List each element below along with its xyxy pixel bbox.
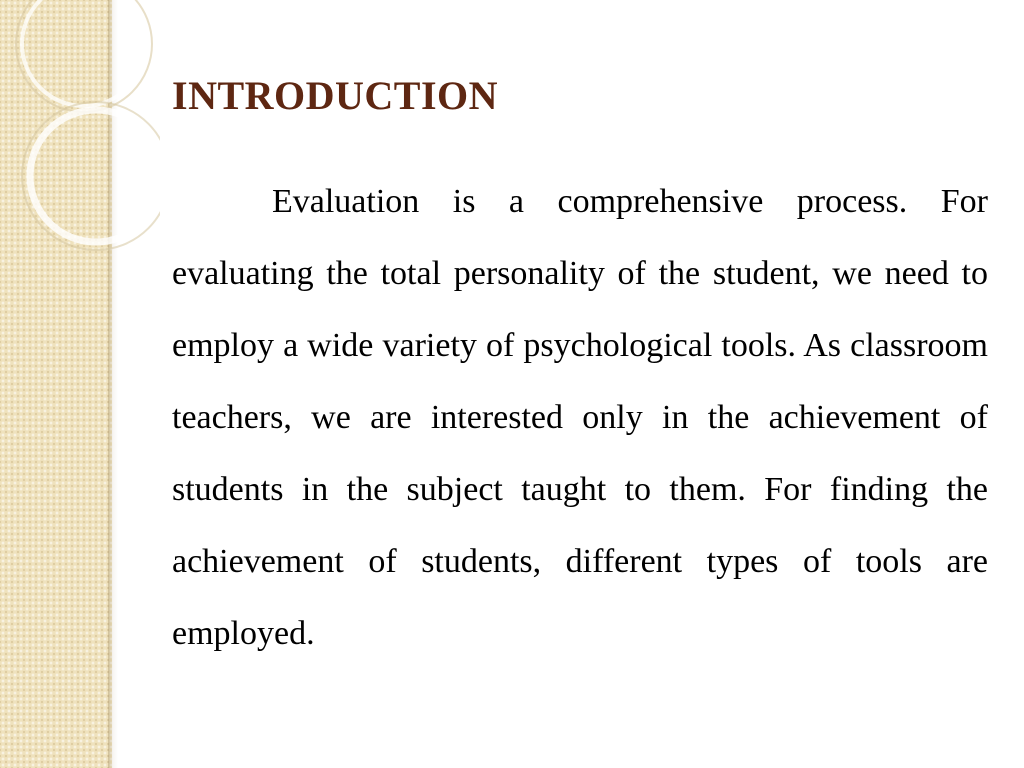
slide-body-paragraph: Evaluation is a comprehensive process. For evaluating the total personality of the student, we need to employ a wide variety of psychological tools. As classroom teachers, we are interested only in the achievement of students in the subject taught to them. For finding the achievement of students, different types of tools are employed.	[172, 183, 988, 652]
decorative-rings-graphic	[0, 0, 160, 260]
slide-title: INTRODUCTION	[172, 73, 499, 118]
